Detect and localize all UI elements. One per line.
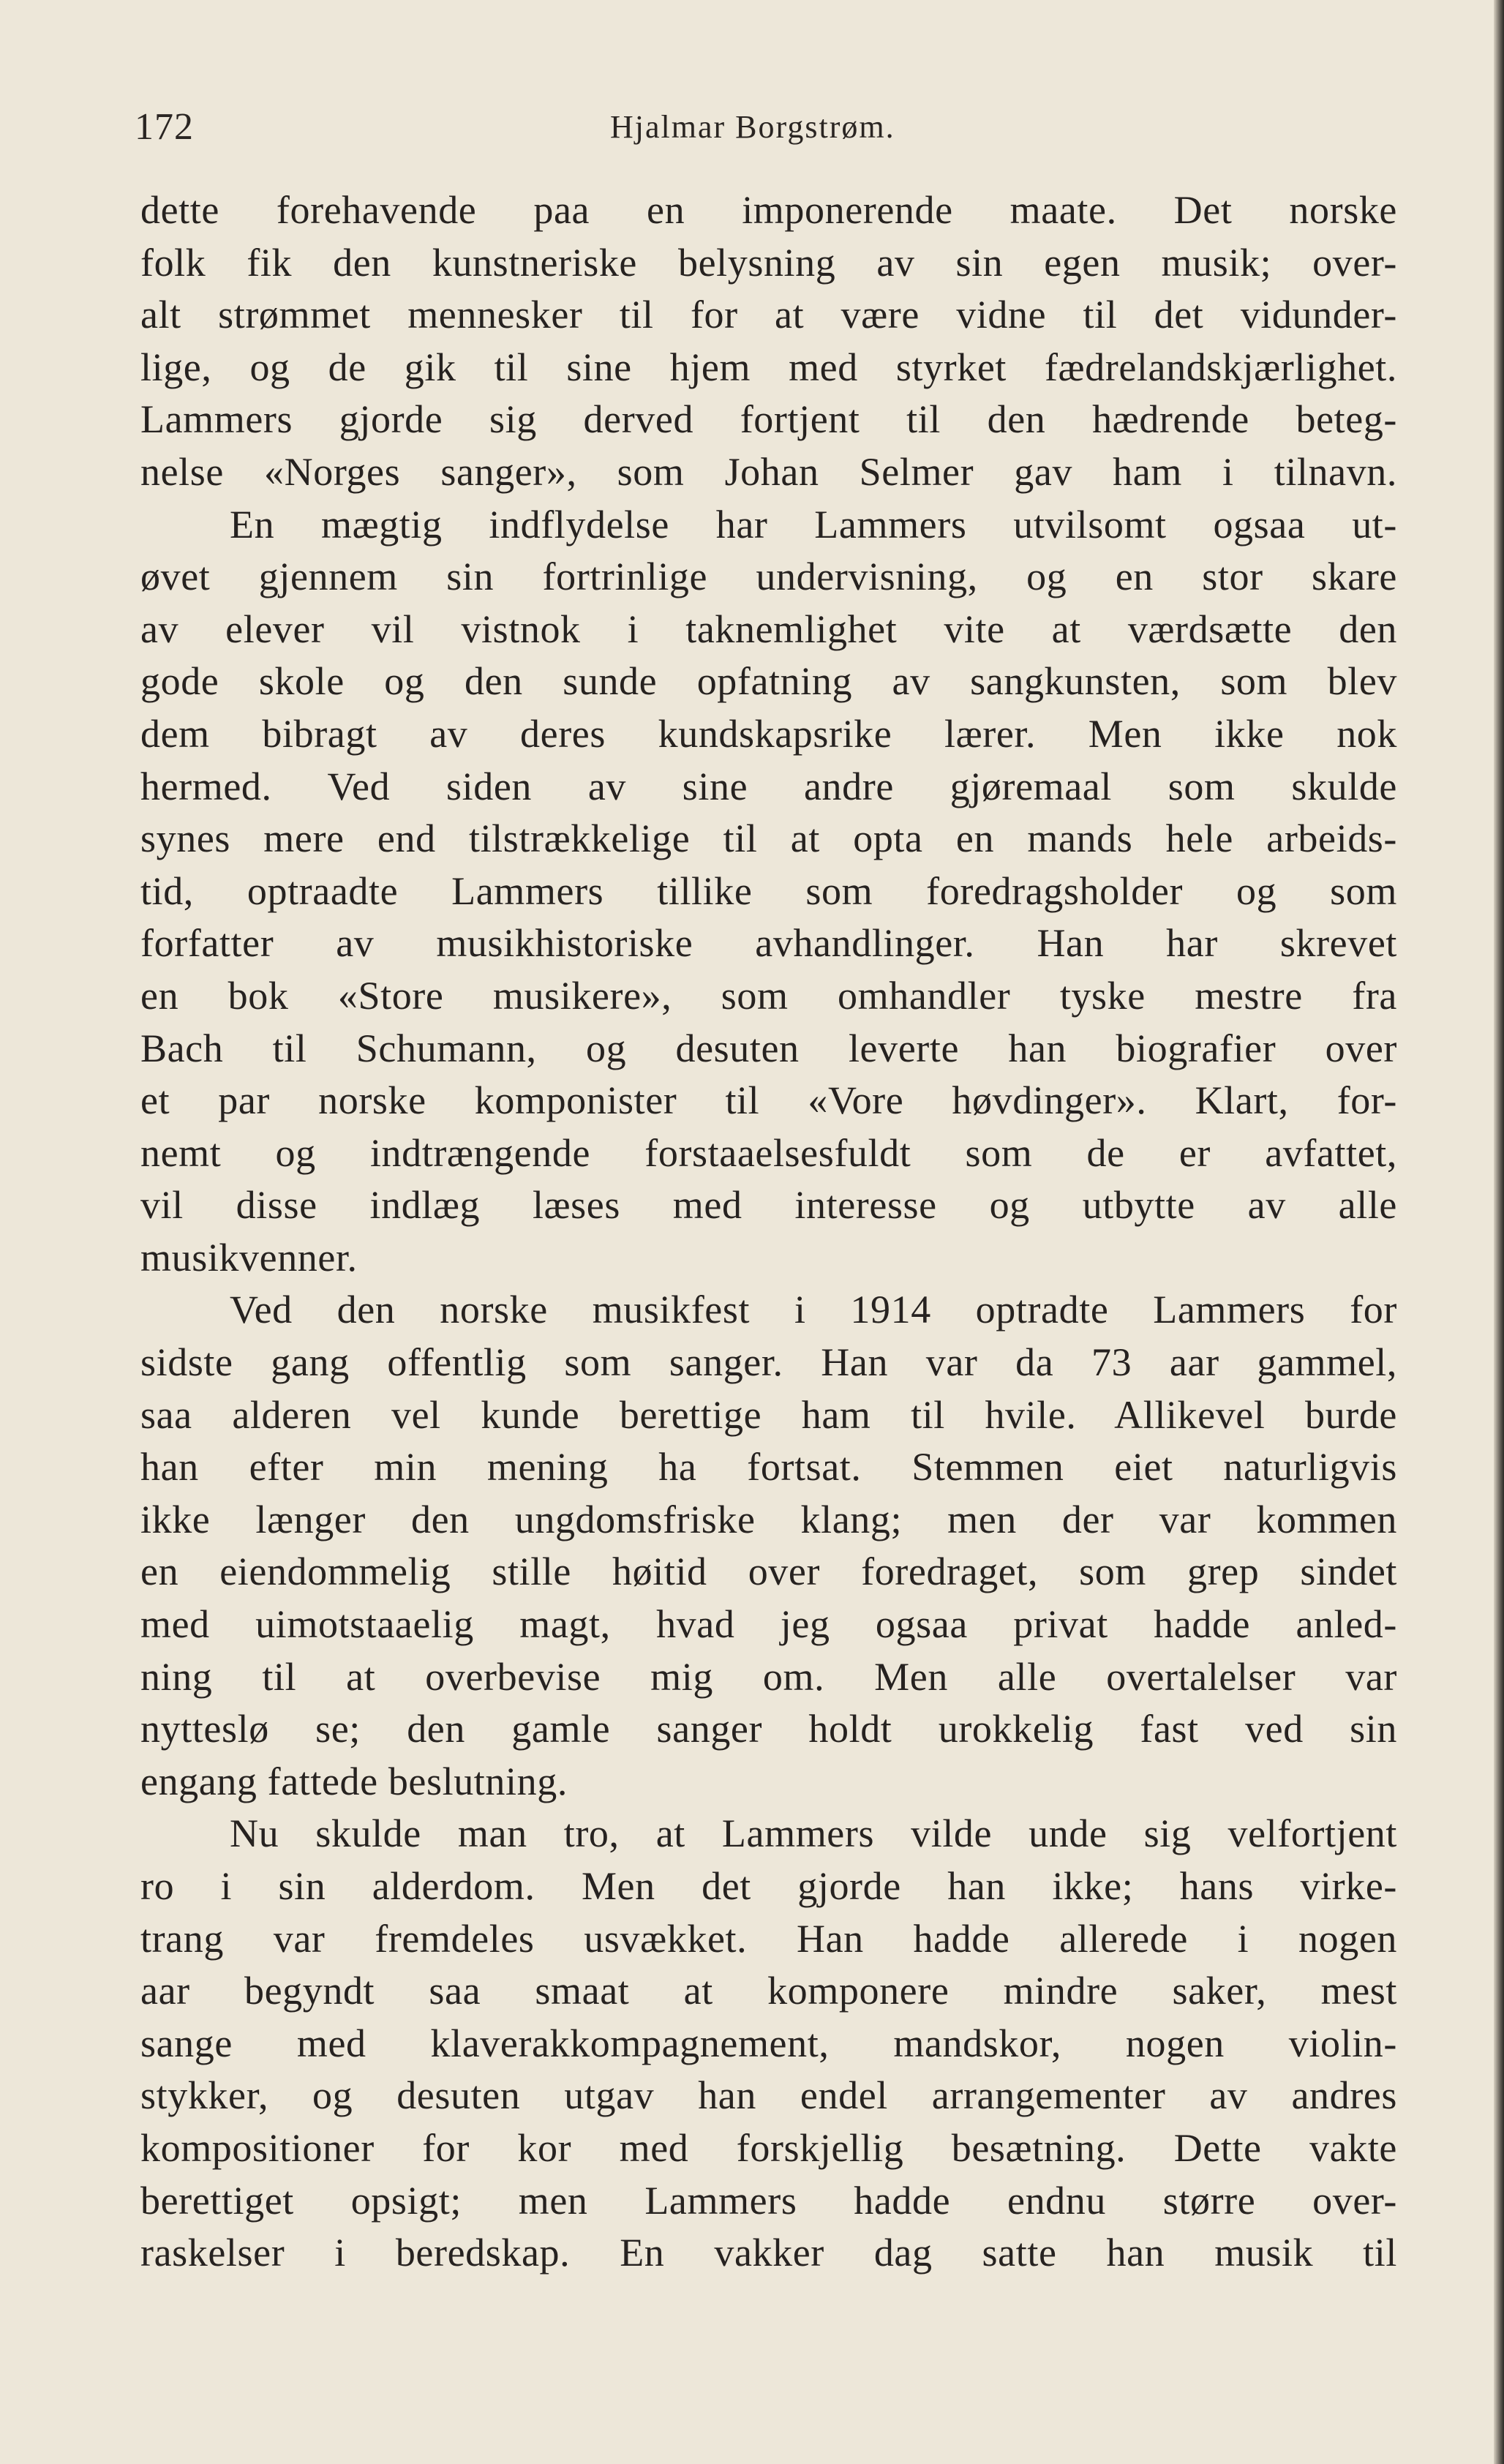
text-line: forfatter av musikhistoriske avhandlinger. Han har skrevet [140,921,1397,966]
text-line: Lammers gjorde sig derved fortjent til den hædrende beteg- [140,397,1397,442]
text-line: nemt og indtrængende forstaaelsesfuldt som de er avfattet, [140,1130,1397,1175]
text-line: trang var fremdeles usvækket. Han hadde allerede i nogen [140,1916,1397,1961]
text-line: en eiendommelig stille høitid over foredraget, som grep sindet [140,1550,1397,1594]
text-line: lige, og de gik til sine hjem med styrket fædrelandskjærlighet. [140,345,1397,389]
text-line: berettiget opsigt; men Lammers hadde endnu større over- [140,2178,1397,2223]
text-line: øvet gjennem sin fortrinlige undervisning, og en stor skare [140,555,1397,599]
text-line: folk fik den kunstneriske belysning av sin egen musik; over- [140,240,1397,285]
text-line: aar begyndt saa smaat at komponere mindre saker, mest [140,1969,1397,2013]
page-binding-edge [1494,0,1504,2464]
paragraph-end-line: engang fattede beslutning. [140,1759,568,1803]
text-line: sange med klaverakkompagnement, mandskor, nogen violin- [140,2021,1397,2065]
text-line: ikke længer den ungdomsfriske klang; men der var kommen [140,1497,1397,1541]
text-line: dette forehavende paa en imponerende maate. Det norske [140,188,1397,232]
text-line: hermed. Ved siden av sine andre gjøremaal som skulde [140,764,1397,808]
text-line: raskelser i beredskap. En vakker dag satte han musik til [140,2231,1397,2275]
text-line: en bok «Store musikere», som omhandler tyske mestre fra [140,973,1397,1018]
text-line: vil disse indlæg læses med interesse og utbytte av alle [140,1183,1397,1228]
paragraph-end-line: musikvenner. [140,1235,358,1280]
text-line: sidste gang offentlig som sanger. Han var da 73 aar gammel, [140,1340,1397,1385]
paragraph-start-line: En mægtig indflydelse har Lammers utvilsomt ogsaa ut- [230,502,1397,546]
text-line: stykker, og desuten utgav han endel arrangementer av andres [140,2073,1397,2118]
text-line: ning til at overbevise mig om. Men alle overtalelser var [140,1654,1397,1699]
running-title: Hjalmar Borgstrøm. [610,109,895,145]
text-line: med uimotstaaelig magt, hvad jeg ogsaa privat hadde anled- [140,1602,1397,1647]
paragraph-start-line: Nu skulde man tro, at Lammers vilde unde sig velfortjent [230,1811,1397,1856]
text-line: alt strømmet mennesker til for at være vidne til det vidunder- [140,293,1397,337]
text-line: et par norske komponister til «Vore høvdinger». Klart, for- [140,1078,1397,1123]
text-line: nytteslø se; den gamle sanger holdt urokkelig fast ved sin [140,1707,1397,1751]
text-line: Bach til Schumann, og desuten leverte han biografier over [140,1026,1397,1070]
paragraph-start-line: Ved den norske musikfest i 1914 optradte Lammers for [230,1288,1397,1332]
body-text [140,184,1397,2280]
text-line: tid, optraadte Lammers tillike som foredragsholder og som [140,868,1397,913]
text-line: saa alderen vel kunde berettige ham til hvile. Allikevel burde [140,1392,1397,1437]
text-line: av elever vil vistnok i taknemlighet vite at værdsætte den [140,606,1397,651]
running-head [135,101,1393,159]
text-line: ro i sin alderdom. Men det gjorde han ikke; hans virke- [140,1864,1397,1908]
text-line: nelse «Norges sanger», som Johan Selmer gav ham i tilnavn. [140,449,1397,494]
text-line: kompositioner for kor med forskjellig besætning. Dette vakte [140,2125,1397,2170]
text-line: han efter min mening ha fortsat. Stemmen eiet naturligvis [140,1445,1397,1490]
text-line: gode skole og den sunde opfatning av sangkunsten, som blev [140,659,1397,704]
text-line: synes mere end tilstrækkelige til at opta en mands hele arbeids- [140,816,1397,861]
page-number: 172 [135,106,194,148]
text-line: dem bibragt av deres kundskapsrike lærer. Men ikke nok [140,711,1397,756]
